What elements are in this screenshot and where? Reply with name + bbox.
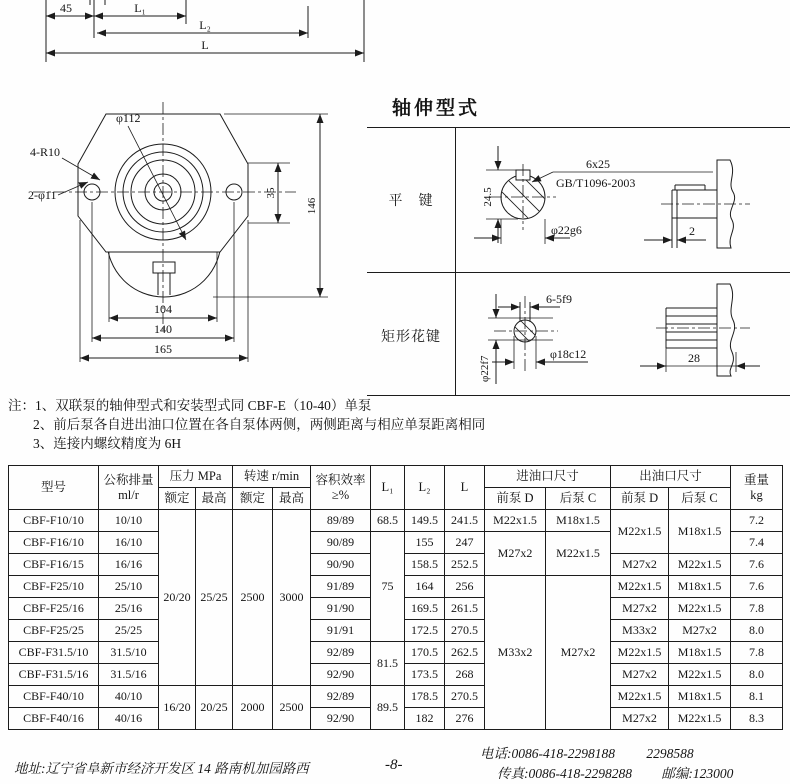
cell-displacement: 16/16 (99, 554, 159, 576)
header-speed: 转速 r/min (233, 466, 311, 488)
dia-112-label: φ112 (116, 111, 141, 125)
cell-outlet-c: M22x1.5 (669, 708, 731, 730)
note-line-3: 3、连接内螺纹精度为 6H (33, 436, 182, 451)
header-pressure-rated: 额定 (159, 488, 196, 510)
footer-phone: 电话:0086-418-2298188 (480, 746, 615, 761)
header-outlet: 出油口尺寸 (611, 466, 731, 488)
top-dimension-drawing (0, 0, 380, 64)
header-efficiency-cn: 容积效率 (315, 473, 366, 488)
cell-outlet-d: M27x2 (611, 664, 669, 686)
cell-efficiency: 90/89 (311, 532, 371, 554)
cell-speed-rated: 2500 (233, 510, 273, 686)
dimension-lines (488, 294, 588, 384)
cell-inlet-d: M22x1.5 (485, 510, 546, 532)
cell-l2: 182 (405, 708, 445, 730)
key-spec-label: 6x25 (586, 157, 610, 171)
cell-outlet-c: M22x1.5 (669, 598, 731, 620)
cell-model: CBF-F40/10 (9, 686, 99, 708)
cell-l2: 164 (405, 576, 445, 598)
table-row (9, 686, 783, 708)
footer-fax-line (497, 762, 733, 782)
cell-pressure-max: 20/25 (196, 686, 233, 730)
cell-efficiency: 90/90 (311, 554, 371, 576)
cell-l1: 81.5 (371, 642, 405, 686)
cell-l: 262.5 (445, 642, 485, 664)
cell-outlet-c: M18x1.5 (669, 576, 731, 598)
flange-drawing (28, 100, 358, 396)
header-l2: L₂ (405, 466, 445, 510)
shaft-table-mid-border (367, 272, 790, 273)
cell-displacement: 25/16 (99, 598, 159, 620)
cell-model: CBF-F16/15 (9, 554, 99, 576)
key-standard-label: GB/T1096-2003 (556, 176, 636, 190)
dim-35-label: 35 (265, 187, 277, 199)
header-model: 型号 (9, 466, 99, 510)
cell-outlet-c: M22x1.5 (669, 554, 731, 576)
footer-phone2: 2298588 (646, 746, 694, 761)
cell-weight: 7.6 (731, 554, 783, 576)
dim-l1-label: L₁ (134, 1, 146, 15)
cell-l2: 149.5 (405, 510, 445, 532)
shaft-table-divider (455, 127, 456, 395)
shaft-dia-label: φ22g6 (551, 223, 582, 237)
cell-l2: 170.5 (405, 642, 445, 664)
cell-weight: 7.8 (731, 642, 783, 664)
cell-l: 241.5 (445, 510, 485, 532)
dim-146-label: 146 (306, 197, 318, 215)
spline-spec-label: 6-5f9 (546, 292, 572, 306)
cell-efficiency: 91/89 (311, 576, 371, 598)
cell-l: 256 (445, 576, 485, 598)
header-outlet-rear: 后泵 C (669, 488, 731, 510)
cell-pressure-max: 25/25 (196, 510, 233, 686)
notes-block (8, 396, 485, 453)
footer-address: 地址:辽宁省阜新市经济开发区 14 路南机加园路西 (14, 761, 309, 776)
cell-inlet-c: M18x1.5 (546, 510, 611, 532)
cell-l: 270.5 (445, 686, 485, 708)
cell-l2: 169.5 (405, 598, 445, 620)
dim-165-label: 165 (154, 342, 172, 356)
footer-phone-line (480, 742, 694, 762)
cell-l: 247 (445, 532, 485, 554)
cell-l: 270.5 (445, 620, 485, 642)
note-line-2: 2、前后泵各自进出油口位置在各自泵体两侧，两侧距离与相应单泵距离相同 (33, 417, 486, 432)
header-inlet-front: 前泵 D (485, 488, 546, 510)
cell-efficiency: 92/89 (311, 686, 371, 708)
dim-24-5-label: 24.5 (482, 187, 494, 207)
spline-dia22-label: φ22f7 (479, 355, 491, 382)
dim-104-label: 104 (154, 302, 172, 316)
shaft-type-title: 轴伸型式 (392, 98, 481, 119)
cell-weight: 8.0 (731, 664, 783, 686)
cell-inlet-d: M33x2 (485, 576, 546, 730)
cell-pressure-rated: 16/20 (159, 686, 196, 730)
cell-model: CBF-F25/25 (9, 620, 99, 642)
cell-outlet-d: M22x1.5 (611, 642, 669, 664)
cell-displacement: 40/16 (99, 708, 159, 730)
cell-displacement: 10/10 (99, 510, 159, 532)
footer-fax: 传真:0086-418-2298288 (497, 766, 632, 781)
cell-outlet-c: M18x1.5 (669, 686, 731, 708)
cell-weight: 7.2 (731, 510, 783, 532)
page-number: -8- (385, 757, 403, 773)
spline-side-view (640, 284, 760, 376)
cell-model: CBF-F25/16 (9, 598, 99, 620)
shaft-table-top-border (367, 127, 790, 128)
cell-l2: 173.5 (405, 664, 445, 686)
cell-weight: 8.3 (731, 708, 783, 730)
table-row (9, 510, 783, 532)
shaft-side-view (644, 160, 750, 248)
cell-model: CBF-F31.5/16 (9, 664, 99, 686)
header-efficiency-unit: ≥% (331, 487, 350, 502)
cell-outlet-c: M27x2 (669, 620, 731, 642)
cell-outlet-c: M22x1.5 (669, 664, 731, 686)
cell-l1: 68.5 (371, 510, 405, 532)
cell-efficiency: 89/89 (311, 510, 371, 532)
dim-l-label: L (201, 38, 209, 52)
cell-efficiency: 91/91 (311, 620, 371, 642)
cell-l2: 155 (405, 532, 445, 554)
dim-45-label: 45 (60, 1, 72, 15)
flat-key-drawing (458, 130, 788, 270)
cell-l2: 158.5 (405, 554, 445, 576)
cell-outlet-d: M22x1.5 (611, 686, 669, 708)
cell-l: 252.5 (445, 554, 485, 576)
header-weight-unit: kg (750, 487, 763, 502)
cell-model: CBF-F40/16 (9, 708, 99, 730)
cell-weight: 7.6 (731, 576, 783, 598)
header-weight-cn: 重量 (744, 473, 770, 488)
cell-outlet-c: M18x1.5 (669, 642, 731, 664)
cell-l2: 178.5 (405, 686, 445, 708)
cell-model: CBF-F16/10 (9, 532, 99, 554)
table-row (9, 642, 783, 664)
header-speed-rated: 额定 (233, 488, 273, 510)
header-weight (731, 466, 783, 510)
cell-displacement: 31.5/10 (99, 642, 159, 664)
flat-key-row-label: 平 键 (388, 194, 434, 209)
cell-displacement: 25/10 (99, 576, 159, 598)
cell-model: CBF-F31.5/10 (9, 642, 99, 664)
header-outlet-front: 前泵 D (611, 488, 669, 510)
header-displacement (99, 466, 159, 510)
cell-weight: 8.0 (731, 620, 783, 642)
dim-l2-label: L₂ (199, 18, 211, 32)
spline-drawing (458, 274, 788, 394)
cell-model: CBF-F10/10 (9, 510, 99, 532)
cell-l: 268 (445, 664, 485, 686)
cell-l1: 89.5 (371, 686, 405, 730)
cell-model: CBF-F25/10 (9, 576, 99, 598)
header-pressure-max: 最高 (196, 488, 233, 510)
cell-inlet-c: M27x2 (546, 576, 611, 730)
cell-outlet-c: M18x1.5 (669, 510, 731, 554)
header-displacement-cn: 公称排量 (103, 473, 154, 488)
cell-displacement: 31.5/16 (99, 664, 159, 686)
cell-outlet-d: M27x2 (611, 554, 669, 576)
cell-speed-max: 3000 (273, 510, 311, 686)
cell-outlet-d: M33x2 (611, 620, 669, 642)
dim-140-label: 140 (154, 322, 172, 336)
dim-28-label: 28 (688, 351, 700, 365)
header-l: L (445, 466, 485, 510)
spec-table (8, 465, 783, 730)
cell-outlet-d: M22x1.5 (611, 576, 669, 598)
cell-inlet-d: M27x2 (485, 532, 546, 576)
cell-speed-rated: 2000 (233, 686, 273, 730)
mount-holes-label: 2-φ11 (28, 188, 57, 202)
cell-l: 276 (445, 708, 485, 730)
spline-row-label: 矩形花键 (381, 330, 441, 345)
cell-displacement: 40/10 (99, 686, 159, 708)
cell-inlet-c: M22x1.5 (546, 532, 611, 576)
cell-pressure-rated: 20/20 (159, 510, 196, 686)
header-efficiency (311, 466, 371, 510)
header-speed-max: 最高 (273, 488, 311, 510)
cell-outlet-d: M27x2 (611, 708, 669, 730)
cell-outlet-d: M27x2 (611, 598, 669, 620)
header-l1: L₁ (371, 466, 405, 510)
note-line-1: 注：1、双联泵的轴伸型式和安装型式同 CBF-E（10-40）单泵 (8, 398, 372, 413)
cell-l1: 75 (371, 532, 405, 642)
header-pressure: 压力 MPa (159, 466, 233, 488)
cell-weight: 7.4 (731, 532, 783, 554)
cell-displacement: 16/10 (99, 532, 159, 554)
footer-zip: 邮编:123000 (661, 766, 734, 781)
dim-2-label: 2 (689, 224, 695, 238)
cell-displacement: 25/25 (99, 620, 159, 642)
cell-efficiency: 92/90 (311, 708, 371, 730)
cell-weight: 8.1 (731, 686, 783, 708)
header-displacement-unit: ml/r (118, 487, 139, 502)
cell-efficiency: 92/90 (311, 664, 371, 686)
cell-efficiency: 91/90 (311, 598, 371, 620)
shaft-cross-section (490, 164, 556, 230)
header-inlet: 进油口尺寸 (485, 466, 611, 488)
cell-l: 261.5 (445, 598, 485, 620)
header-inlet-rear: 后泵 C (546, 488, 611, 510)
cell-l2: 172.5 (405, 620, 445, 642)
cell-weight: 7.8 (731, 598, 783, 620)
cell-efficiency: 92/89 (311, 642, 371, 664)
cell-speed-max: 2500 (273, 686, 311, 730)
cell-outlet-d: M22x1.5 (611, 510, 669, 554)
corner-radius-label: 4-R10 (30, 145, 60, 159)
spline-dia18-label: φ18c12 (550, 347, 587, 361)
